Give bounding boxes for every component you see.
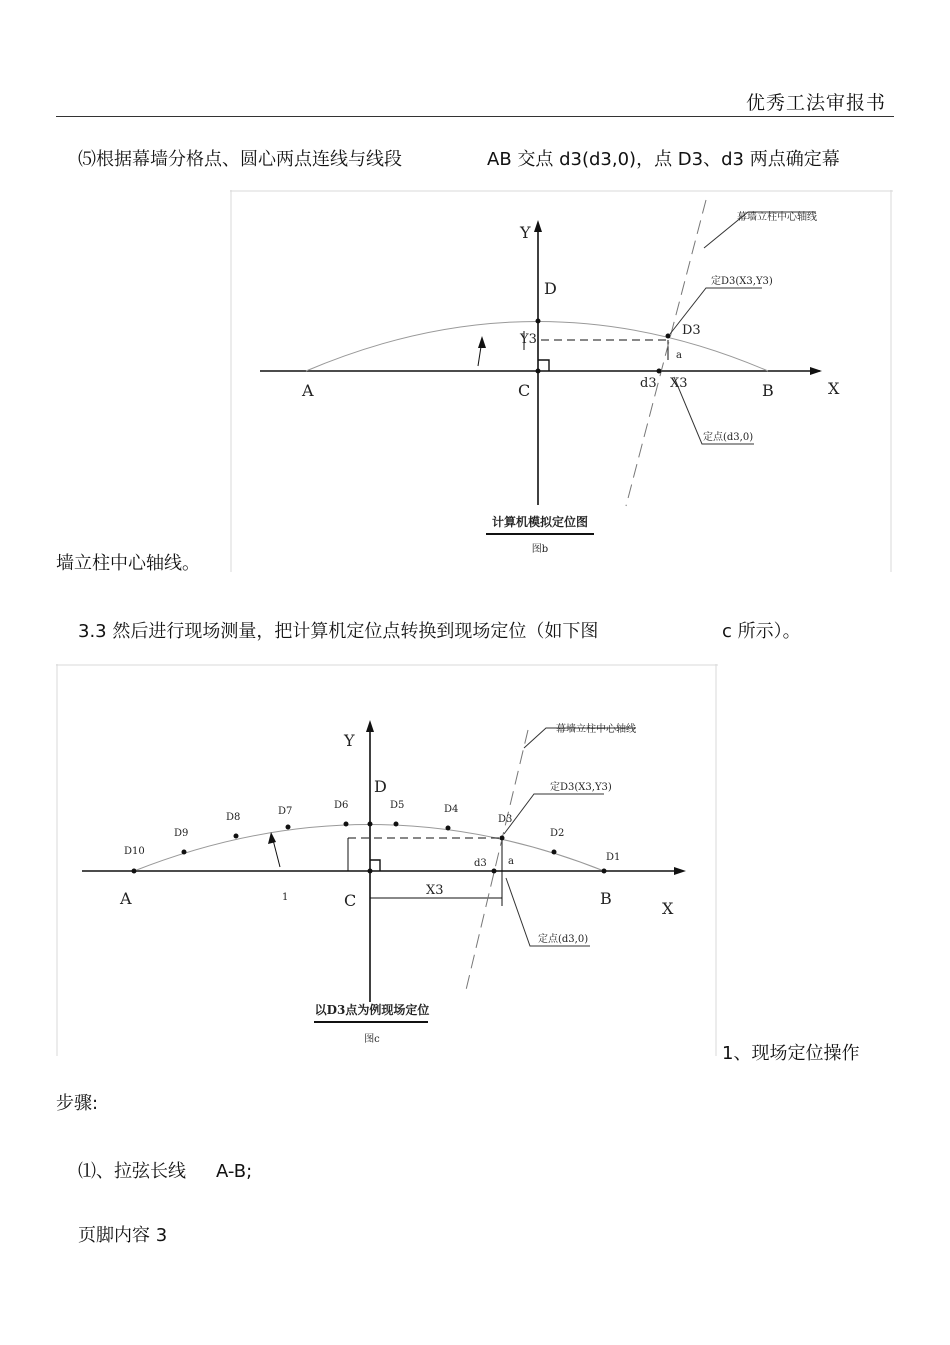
label-D6: D6 [334, 800, 349, 811]
label-B: B [762, 381, 774, 400]
label-A: A [120, 889, 132, 908]
label-D3: D3 [682, 323, 701, 338]
point-D [368, 822, 373, 827]
figure-b [230, 190, 893, 572]
figure-c [56, 664, 718, 1056]
paragraph-5-part1: ⑸根据幕墙分格点、圆心两点连线与线段 [78, 149, 402, 170]
point-C [536, 369, 541, 374]
point-D3 [666, 334, 671, 339]
label-d3: d3 [474, 858, 487, 869]
point-D5 [394, 822, 399, 827]
figure-c-caption-sub: 图c [364, 1034, 380, 1045]
step-heading-continuation: 步骤: [56, 1093, 99, 1114]
curtain-wall-axis-line [626, 200, 706, 506]
header-divider [56, 116, 894, 117]
point-D [536, 319, 541, 324]
label-D10: D10 [124, 846, 145, 857]
label-X3: X3 [670, 376, 688, 391]
callout-axis-text: 幕墙立柱中心轴线 [556, 724, 636, 735]
label-axis-x: X [662, 899, 674, 918]
point-d3 [492, 869, 497, 874]
paragraph-5-continuation: 墙立柱中心轴线。 [56, 553, 200, 574]
callout-D3-text: 定D3(X3,Y3) [550, 782, 612, 793]
label-d3: d3 [640, 376, 657, 391]
y-axis-arrow-icon [366, 720, 374, 732]
figure-c-caption: 以D3点为例现场定位 [314, 1003, 430, 1017]
callout-d3-text: 定点(d3,0) [538, 934, 589, 945]
label-D: D [544, 279, 557, 298]
figure-b-diagram [230, 190, 893, 572]
figure-c-diagram [56, 664, 718, 1056]
point-D8 [234, 834, 239, 839]
x-axis-arrow-icon [810, 367, 822, 375]
step-heading: 1、现场定位操作 [722, 1043, 860, 1064]
label-Y3: Y3 [520, 332, 537, 347]
page-header-title: 优秀工法审报书 [745, 92, 886, 114]
label-B: B [600, 889, 612, 908]
figure-b-caption-sub: 图b [531, 544, 549, 555]
x-axis-arrow-icon [674, 867, 686, 875]
label-angle-a: a [508, 856, 514, 867]
label-D5: D5 [390, 800, 405, 811]
label-axis-y: Y [520, 223, 531, 242]
figure-b-caption: 计算机模拟定位图 [491, 515, 589, 529]
point-D4 [446, 826, 451, 831]
paragraph-5-part2: AB 交点 d3(d3,0)，点 D3、d3 两点确定幕 [487, 149, 840, 170]
label-angle-a: a [676, 350, 682, 361]
label-D1: D1 [606, 852, 621, 863]
radius-arrow-icon [268, 832, 276, 844]
label-D2: D2 [550, 828, 565, 839]
page-footer: 页脚内容 3 [78, 1225, 168, 1246]
y-axis-arrow-icon [534, 220, 542, 232]
label-D4: D4 [444, 804, 459, 815]
paragraph-3-3-part1: 3.3 然后进行现场测量，把计算机定位点转换到现场定位（如下图 [78, 621, 599, 642]
point-D2 [552, 850, 557, 855]
point-D7 [286, 825, 291, 830]
point-d3 [657, 369, 662, 374]
arc-curve [134, 825, 604, 872]
point-D6 [344, 822, 349, 827]
point-D3 [500, 836, 505, 841]
point-D1 [602, 869, 607, 874]
point-D10 [132, 869, 137, 874]
label-D8: D8 [226, 812, 241, 823]
label-radius: 1 [282, 892, 289, 903]
label-axis-x: X [828, 379, 840, 398]
step-1-part1: ⑴、拉弦长线 [78, 1161, 186, 1182]
callout-D3-text: 定D3(X3,Y3) [711, 276, 773, 287]
paragraph-3-3-part2: c 所示）。 [722, 621, 801, 642]
label-axis-y: Y [344, 731, 355, 750]
label-D7: D7 [278, 806, 293, 817]
label-D: D [374, 777, 387, 796]
label-C: C [344, 891, 357, 910]
label-D3: D3 [498, 814, 513, 825]
point-D9 [182, 850, 187, 855]
radius-arrow-icon [478, 336, 486, 348]
callout-d3-text: 定点(d3,0) [703, 432, 754, 443]
point-C [368, 869, 373, 874]
step-1-part2: A-B; [216, 1161, 253, 1182]
label-X3: X3 [426, 883, 444, 898]
label-D9: D9 [174, 828, 189, 839]
label-C: C [518, 381, 531, 400]
label-A: A [302, 381, 314, 400]
callout-axis-text: 幕墙立柱中心轴线 [737, 212, 817, 223]
